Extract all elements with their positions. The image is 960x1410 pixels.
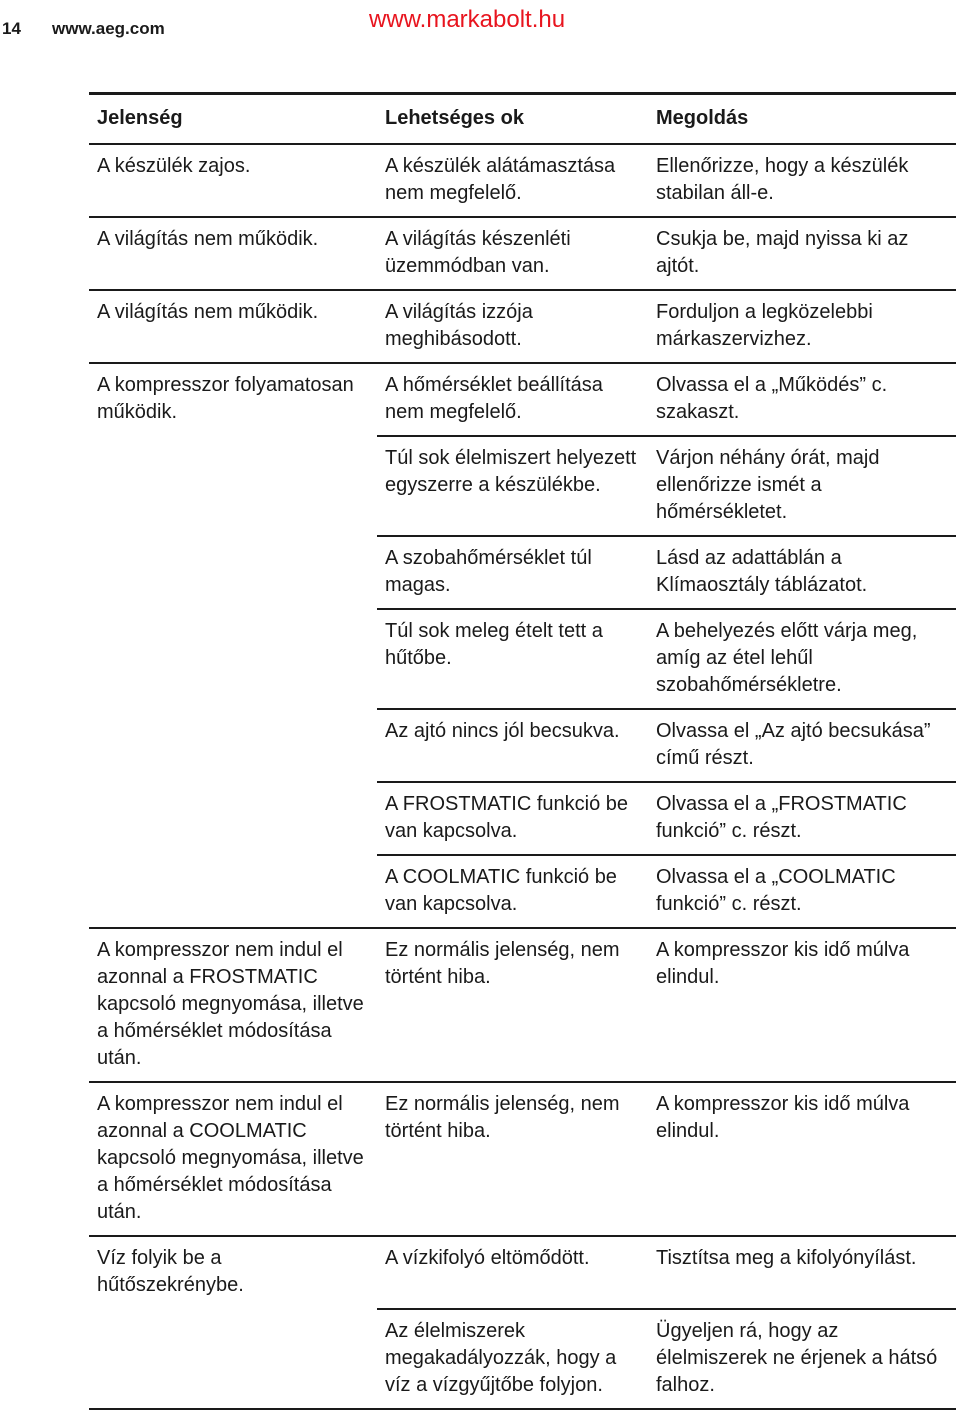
- table-row: [89, 143, 956, 216]
- cell-solution: Olvassa el a „FROSTMATIC funkció” c. részt.: [648, 781, 956, 854]
- cell-cause: Ez normális jelenség, nem történt hiba.: [385, 1093, 620, 1142]
- cell-solution: Várjon néhány órát, majd ellenőrizze ismét a hőmérsékletet.: [648, 435, 956, 535]
- table-header-row: [89, 92, 956, 143]
- table-row: [89, 781, 956, 854]
- cell-cause: Az élelmiszerek megakadályozzák, hogy a víz a vízgyűjtőbe folyjon.: [377, 1308, 648, 1408]
- cell-cause: Túl sok meleg ételt tett a hűtőbe.: [377, 608, 648, 708]
- cell-symptom: A világítás nem működik.: [97, 228, 319, 250]
- cell-solution: Olvassa el „Az ajtó becsukása” című részt.: [648, 708, 956, 781]
- cell-symptom: A világítás nem működik.: [97, 301, 319, 323]
- cell-cause: A FROSTMATIC funkció be van kapcsolva.: [377, 781, 648, 854]
- page-header: [0, 0, 960, 60]
- table-row: [89, 289, 956, 362]
- cell-solution: Csukja be, majd nyissa ki az ajtót.: [656, 228, 909, 277]
- cell-symptom: [89, 1308, 377, 1408]
- cell-cause: A COOLMATIC funkció be van kapcsolva.: [377, 854, 648, 927]
- column-header-cause: Lehetséges ok: [385, 107, 524, 129]
- cell-cause: A szobahőmérséklet túl magas.: [377, 535, 648, 608]
- cell-symptom: A kompresszor nem indul el azonnal a FROSTMATIC kapcsoló megnyomása, illetve a hőmérséklet módosítása után.: [97, 939, 364, 1069]
- table-row: [89, 608, 956, 708]
- cell-solution: Ellenőrizze, hogy a készülék stabilan áll-e.: [656, 155, 909, 204]
- watermark: www.markabolt.hu: [369, 6, 566, 33]
- cell-solution: A kompresszor kis idő múlva elindul.: [656, 939, 910, 988]
- cell-symptom: [89, 535, 377, 608]
- troubleshooting-table: [89, 92, 956, 1410]
- table-row: [89, 1081, 956, 1235]
- cell-cause: A hőmérséklet beállítása nem megfelelő.: [385, 374, 603, 423]
- table-row: [89, 1308, 956, 1410]
- table-row: [89, 535, 956, 608]
- cell-symptom: [89, 435, 377, 535]
- cell-symptom: A kompresszor nem indul el azonnal a COOLMATIC kapcsoló megnyomása, illetve a hőmérséklet módosítása után.: [97, 1093, 364, 1223]
- cell-solution: Forduljon a legközelebbi márkaszervizhez.: [656, 301, 873, 350]
- cell-solution: Ügyeljen rá, hogy az élelmiszerek ne érjenek a hátsó falhoz.: [648, 1308, 956, 1408]
- cell-solution: A behelyezés előtt várja meg, amíg az étel lehűl szobahőmérsékletre.: [648, 608, 956, 708]
- page-number: 14: [2, 19, 21, 38]
- cell-cause: A világítás készenléti üzemmódban van.: [385, 228, 571, 277]
- table-body: [89, 143, 956, 1410]
- table-row: [89, 216, 956, 289]
- cell-solution: Olvassa el a „Működés” c. szakaszt.: [656, 374, 888, 423]
- site-url: www.aeg.com: [52, 19, 165, 38]
- table-row: [89, 1235, 956, 1308]
- table-row: [89, 708, 956, 781]
- cell-cause: A vízkifolyó eltömődött.: [385, 1247, 590, 1269]
- table-row: [89, 435, 956, 535]
- table-row: [89, 362, 956, 435]
- column-header-solution: Megoldás: [656, 107, 749, 129]
- cell-solution: Tisztítsa meg a kifolyónyílást.: [656, 1247, 917, 1269]
- cell-cause: Túl sok élelmiszert helyezett egyszerre a készülékbe.: [377, 435, 648, 535]
- cell-symptom: [89, 708, 377, 781]
- cell-solution: Olvassa el a „COOLMATIC funkció” c. részt.: [648, 854, 956, 927]
- cell-cause: A készülék alátámasztása nem megfelelő.: [385, 155, 616, 204]
- cell-cause: A világítás izzója meghibásodott.: [385, 301, 533, 350]
- cell-cause: Ez normális jelenség, nem történt hiba.: [385, 939, 620, 988]
- table-row: [89, 854, 956, 927]
- cell-symptom: [89, 781, 377, 854]
- cell-symptom: A kompresszor folyamatosan működik.: [97, 374, 354, 423]
- cell-symptom: A készülék zajos.: [97, 155, 251, 177]
- cell-symptom: Víz folyik be a hűtőszekrénybe.: [97, 1247, 244, 1296]
- cell-solution: Lásd az adattáblán a Klímaosztály táblázatot.: [648, 535, 956, 608]
- column-header-symptom: Jelenség: [97, 107, 183, 129]
- cell-cause: Az ajtó nincs jól becsukva.: [377, 708, 648, 781]
- cell-symptom: [89, 608, 377, 708]
- cell-symptom: [89, 854, 377, 927]
- cell-solution: A kompresszor kis idő múlva elindul.: [656, 1093, 910, 1142]
- table-row: [89, 927, 956, 1081]
